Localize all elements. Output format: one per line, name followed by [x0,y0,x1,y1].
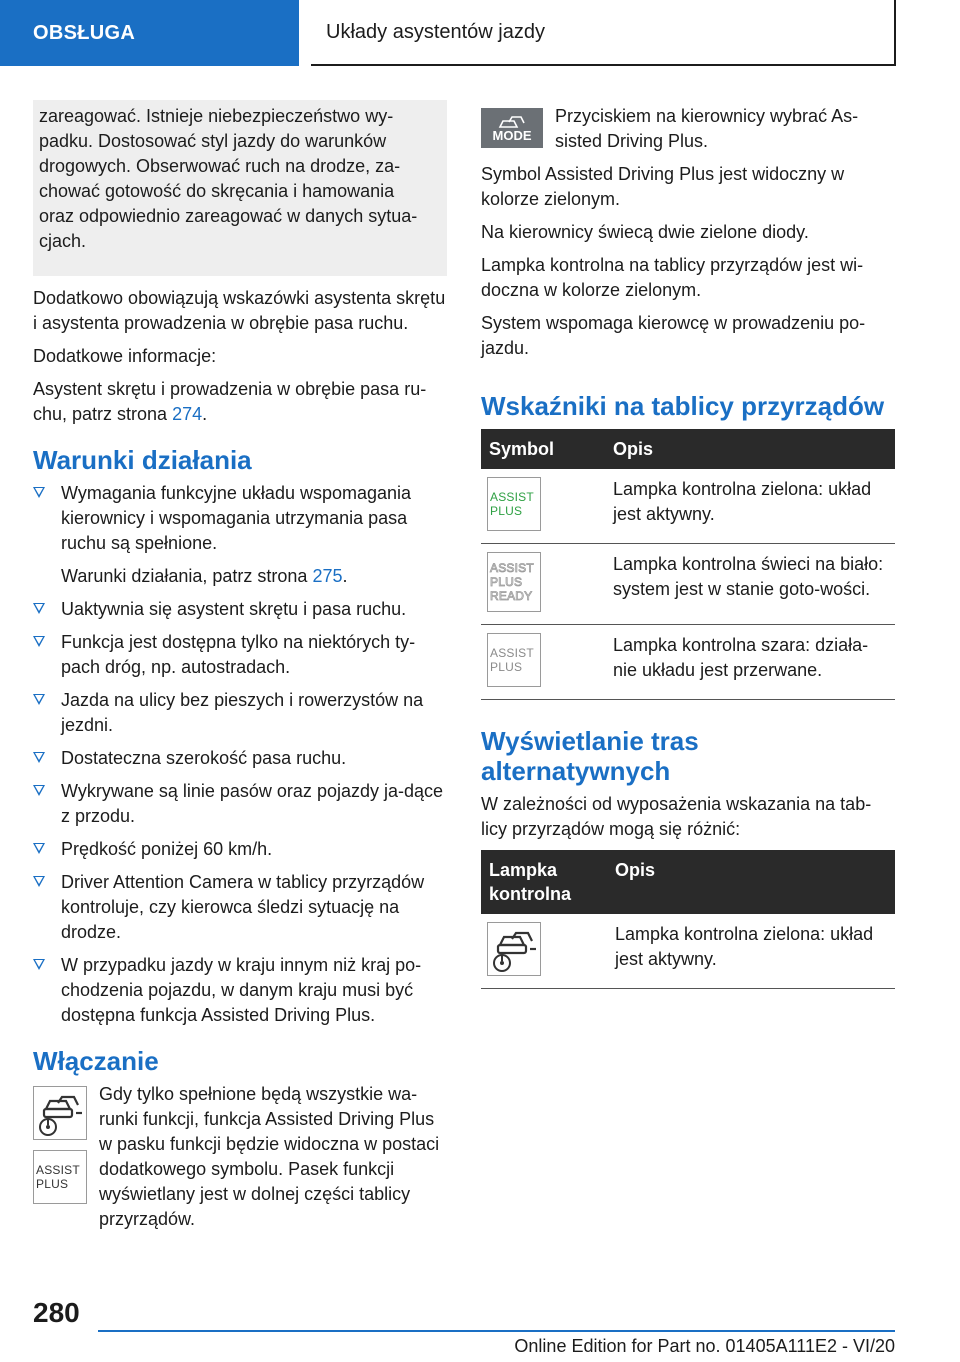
triangle-bullet-icon [33,694,45,705]
triangle-bullet-icon [33,876,45,887]
paragraph-indicator-lamp: Lampka kontrolna na tablicy przyrządów jest wi‐doczna w kolorze zielonym. [481,255,864,300]
paragraph-additional-info: Dodatkowe informacje: [33,346,217,366]
list-item-text: Wykrywane są linie pasów oraz pojazdy ja‐dące z przodu. [61,781,444,826]
assist-plus-icon [33,1150,87,1204]
cross-reference-text: Asystent skrętu i prowadzenia w obrębie pasa ru‐chu, patrz strona [33,379,427,424]
plus-label: PLUS [36,1177,69,1191]
triangle-bullet-icon [33,843,45,854]
list-item [33,746,447,771]
list-item-subtext: Warunki działania, patrz strona 275. [61,566,348,586]
icon-label: READY [490,589,533,603]
icon-label: PLUS [490,660,523,674]
list-item-text: Wymagania funkcyjne układu wspomagania kierownicy i wspomagania utrzymania pasa ruchu są spełnione. [61,483,412,553]
triangle-bullet-icon [33,785,45,796]
chapter-title-box [311,0,896,66]
icon-label: PLUS [490,575,523,589]
footer-divider [98,1330,895,1332]
mode-button-icon [481,108,543,148]
page-link-275[interactable]: 275 [312,566,343,586]
list-item-text: Uaktywnia się asystent skrętu i pasa ruchu. [61,599,407,619]
table-row [481,625,895,700]
column-header-symbol: Symbol [481,429,605,469]
icon-label: ASSIST [490,646,534,660]
activation-icons [33,1082,87,1232]
list-item [33,630,447,680]
column-header-description: Opis [607,850,895,914]
paragraph-additional-notes: Dodatkowo obowiązują wskazówki asystenta skrętu i asystenta prowadzenia w obrębie pasa ruchu. [33,288,446,333]
list-item-text: Funkcja jest dostępna tylko na niektórych ty‐pach dróg, np. autostradach. [61,632,416,677]
left-column [33,104,447,1232]
paragraph-symbol-green: Symbol Assisted Driving Plus jest widoczny w kolorze zielonym. [481,164,845,209]
list-item-text: W przypadku jazdy w kraju innym niż kraj po‐chodzenia pojazdu, w danym kraju musi być dostępna funkcja Assisted Driving Plus. [61,955,422,1025]
heading-alternative-routes: Wyświetlanie tras alternatywnych [481,726,699,786]
icon-label: PLUS [490,504,523,518]
right-column [481,104,895,989]
triangle-bullet-icon [33,959,45,970]
icon-label: ASSIST [490,490,534,504]
triangle-bullet-icon [33,752,45,763]
heading-indicators: Wskaźniki na tablicy przyrządów [481,391,885,421]
mode-label: MODE [492,127,532,143]
row-description: Lampka kontrolna zielona: układ jest aktywny. [607,914,895,989]
list-item [33,597,447,622]
row-description: Lampka kontrolna świeci na biało: system jest w stanie goto‐wości. [605,544,895,625]
list-item [33,688,447,738]
section-label: OBSŁUGA [33,21,136,44]
warning-line-2: padku. Dostosować styl jazdy do warunków [39,131,387,151]
row-description: Lampka kontrolna szara: działa‐nie układu jest przerwane. [605,625,895,700]
chapter-title: Układy asystentów jazdy [326,20,545,43]
warning-line-5: oraz odpowiednio zareagować w danych sytua‐ [39,206,418,226]
paragraph-cross-reference: Asystent skrętu i prowadzenia w obrębie pasa ru‐chu, patrz strona 274. [33,379,427,424]
triangle-bullet-icon [33,487,45,498]
page-link-274[interactable]: 274 [172,404,203,424]
mode-block [481,104,895,154]
list-item-text: Jazda na ulicy bez pieszych i rowerzystów na jezdni. [61,690,424,735]
warning-line-1: zareagować. Istnieje niebezpieczeństwo wy‐ [39,106,394,126]
steering-cars-icon [487,922,541,976]
table-row [481,914,895,989]
section-tab [0,0,299,66]
list-item-text: Dostateczna szerokość pasa ruchu. [61,748,347,768]
page-number: 280 [33,1297,80,1328]
list-item [33,837,447,862]
assist-plus-grey-icon [487,633,541,687]
heading-activation: Włączanie [33,1046,159,1076]
triangle-bullet-icon [33,636,45,647]
subtext-label: Warunki działania, patrz strona [61,566,308,586]
triangle-bullet-icon [33,603,45,614]
table-row [481,469,895,544]
warning-line-6: cjach. [39,231,87,251]
table-row [481,544,895,625]
footer-edition: Online Edition for Part no. 01405A111E2 - VI/20 [514,1336,895,1356]
assist-plus-green-icon [487,477,541,531]
steering-cars-icon [33,1086,87,1140]
routes-intro: W zależności od wyposażenia wskazania na tab‐licy przyrządów mogą się różnić: [481,794,872,839]
conditions-list [33,481,447,1028]
warning-line-4: chować gotowość do skręcania i hamowania [39,181,395,201]
list-item [33,870,447,945]
list-item-text: Prędkość poniżej 60 km/h. [61,839,273,859]
row-description: Lampka kontrolna zielona: układ jest aktywny. [605,469,895,544]
warning-box [33,100,447,276]
warning-line-3: drogowych. Obserwować ruch na drodze, za‐ [39,156,401,176]
routes-table [481,850,895,989]
list-item-text: Driver Attention Camera w tablicy przyrządów kontroluje, czy kierowca śledzi sytuację na drodze. [61,872,425,942]
assist-label: ASSIST [36,1163,80,1177]
assist-plus-ready-icon [487,552,541,612]
mode-instruction: Przyciskiem na kierownicy wybrać As‐sisted Driving Plus. [555,106,859,151]
icon-label: ASSIST [490,561,534,575]
list-item [33,953,447,1028]
column-header-description: Opis [605,429,895,469]
activation-block [33,1082,447,1232]
indicators-table [481,429,895,700]
list-item [33,481,447,589]
paragraph-system-support: System wspomaga kierowcę w prowadzeniu po‐jazdu. [481,313,866,358]
heading-operating-conditions: Warunki działania [33,445,252,475]
column-header-lamp: Lampka kontrolna [481,850,607,914]
activation-text: Gdy tylko spełnione będą wszystkie wa‐runki funkcji, funkcja Assisted Driving Plus w pasku funkcji będzie widoczna w postaci dodatkowego symbolu. Pasek funkcji wyświetlany jest w dolnej części tablicy przyrządów. [99,1084,440,1229]
list-item [33,779,447,829]
paragraph-diodes: Na kierownicy świecą dwie zielone diody. [481,222,809,242]
